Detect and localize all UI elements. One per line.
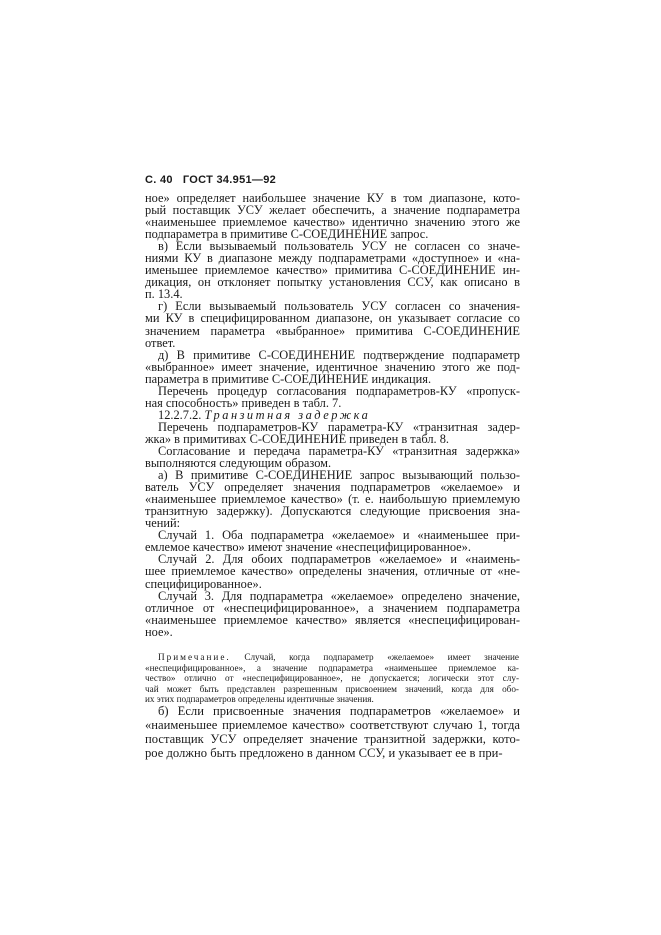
text-line: чений: xyxy=(145,516,181,531)
section-number: 12.2.7.2. xyxy=(158,407,205,422)
note xyxy=(145,652,519,705)
text-line: Случай 1. Оба подпараметра «желаемое» и «наименьшее при- xyxy=(158,528,520,543)
text-line: б) Если присвоенные значения подпараметров «желаемое» и xyxy=(158,704,520,718)
text-line: Согласование и передача параметра-КУ «транзитная задержка» xyxy=(158,443,520,458)
text-line: ная способность» приведен в табл. 7. xyxy=(145,395,342,410)
note-label: Примечание. xyxy=(158,652,231,662)
text-line: чай может быть представлен разрешенным присвоением значений, когда для обо- xyxy=(145,683,519,694)
paragraph xyxy=(145,529,520,553)
text-line: жка» в примитивах С-СОЕДИНЕНИЕ приведен в табл. 8. xyxy=(145,431,450,446)
paragraph xyxy=(145,469,520,529)
text-line: ное» определяет наибольшее значение КУ в том диапазоне, кото- xyxy=(145,191,520,205)
text-line: шее приемлемое качество» определены значения, отличные от «не- xyxy=(145,564,520,579)
text-line: чество» отлично от «неспецифицированное», не допускается; логически этот слу- xyxy=(145,673,519,684)
text-line: емлемое качество» имеют значение «неспецифицированное». xyxy=(145,540,471,555)
text-line: Перечень процедур согласования подпараметров-КУ «пропуск- xyxy=(158,383,520,398)
text-line: д) В примитиве С-СОЕДИНЕНИЕ подтверждение подпараметр xyxy=(158,347,520,362)
text-line: ниями КУ в диапазоне между подпараметрами «доступное» и «на- xyxy=(145,251,520,266)
text-line: ное». xyxy=(145,624,173,639)
text-line: а) В примитиве С-СОЕДИНЕНИЕ запрос вызывающий пользо- xyxy=(158,468,520,483)
text-line: «наименьшее приемлемое качество» является «неспецифицирован- xyxy=(145,612,520,627)
paragraph xyxy=(145,421,520,445)
text-line: ватель УСУ определяет значения подпараметров «желаемое» и xyxy=(145,480,520,495)
paragraph xyxy=(145,553,520,589)
text-line: Случай 2. Для обоих подпараметров «желаемое» и «наимень- xyxy=(158,552,520,567)
text-line: их этих подпараметров определены идентичные значения. xyxy=(145,694,374,705)
text-line: отличное от «неспецифицированное», а значением подпараметра xyxy=(145,600,520,615)
text-line: транзитную задержку). Допускаются следующие присвоения зна- xyxy=(145,504,520,519)
text-line: значением параметра «выбранное» примитива С-СОЕДИНЕНИЕ xyxy=(145,323,520,338)
text-line: «наименьшее приемлемое качество» (т. е. наибольшую приемлемую xyxy=(145,492,520,507)
text-line: Примечание. Случай, когда подпараметр «желаемое» имеет значение xyxy=(158,652,520,662)
text-line: в) Если вызываемый пользователь УСУ не согласен со значе- xyxy=(158,239,520,254)
text-line: «наименьшее приемлемое качество» соответствуют случаю 1, тогда xyxy=(145,717,520,732)
paragraph xyxy=(145,300,520,348)
paragraph xyxy=(145,240,520,300)
page-header xyxy=(145,174,276,186)
text-line: ми КУ в специфицированном диапазоне, он указывает согласие со xyxy=(145,311,520,326)
text-line: рый поставщик УСУ желает обеспечить, а значение подпараметра xyxy=(145,203,520,218)
text-line: рое должно быть предложено в данном ССУ, и указывает ее в при- xyxy=(145,745,503,760)
paragraph xyxy=(145,349,520,385)
text-line: «наименьшее приемлемое качество» идентично значению этого же xyxy=(145,215,520,230)
paragraph xyxy=(145,590,520,638)
text-line: «неспецифицированное», а значение подпараметра «наименьшее приемлемое ка- xyxy=(145,662,519,673)
text-line: специфицированное». xyxy=(145,576,262,591)
text-line: Перечень подпараметров-КУ параметра-КУ «транзитная задер- xyxy=(158,419,520,434)
main-text xyxy=(145,192,520,638)
text-line: выполняются следующим образом. xyxy=(145,456,332,471)
text-line: п. 13.4. xyxy=(145,287,183,302)
text-line: «выбранное» имеет значение, идентичное значению этого же под- xyxy=(145,359,520,374)
text-line: Случай 3. Для подпараметра «желаемое» определено значение, xyxy=(158,588,520,603)
section-title: Транзитная задержка xyxy=(204,407,371,422)
text-line: параметра в примитиве С-СОЕДИНЕНИЕ индикация. xyxy=(145,371,432,386)
standard-id: ГОСТ 34.951—92 xyxy=(182,174,277,186)
page-number: С. 40 xyxy=(145,174,173,186)
paragraph xyxy=(145,192,520,240)
paragraph xyxy=(145,445,520,469)
text-line: дикация, он отклоняет попытку установления ССУ, как описано в xyxy=(145,275,520,290)
text-line: поставщик УСУ определяет значение транзитной задержки, кото- xyxy=(145,731,520,746)
text-line: подпараметра в примитиве С-СОЕДИНЕНИЕ запрос. xyxy=(145,227,429,242)
final-paragraph xyxy=(145,705,520,761)
paragraph xyxy=(145,385,520,409)
text-line: ответ. xyxy=(145,335,176,350)
text-line: именьшее приемлемое качество» примитива С-СОЕДИНЕНИЕ ин- xyxy=(145,263,520,278)
text-line: г) Если вызываемый пользователь УСУ согласен со значения- xyxy=(158,299,520,314)
